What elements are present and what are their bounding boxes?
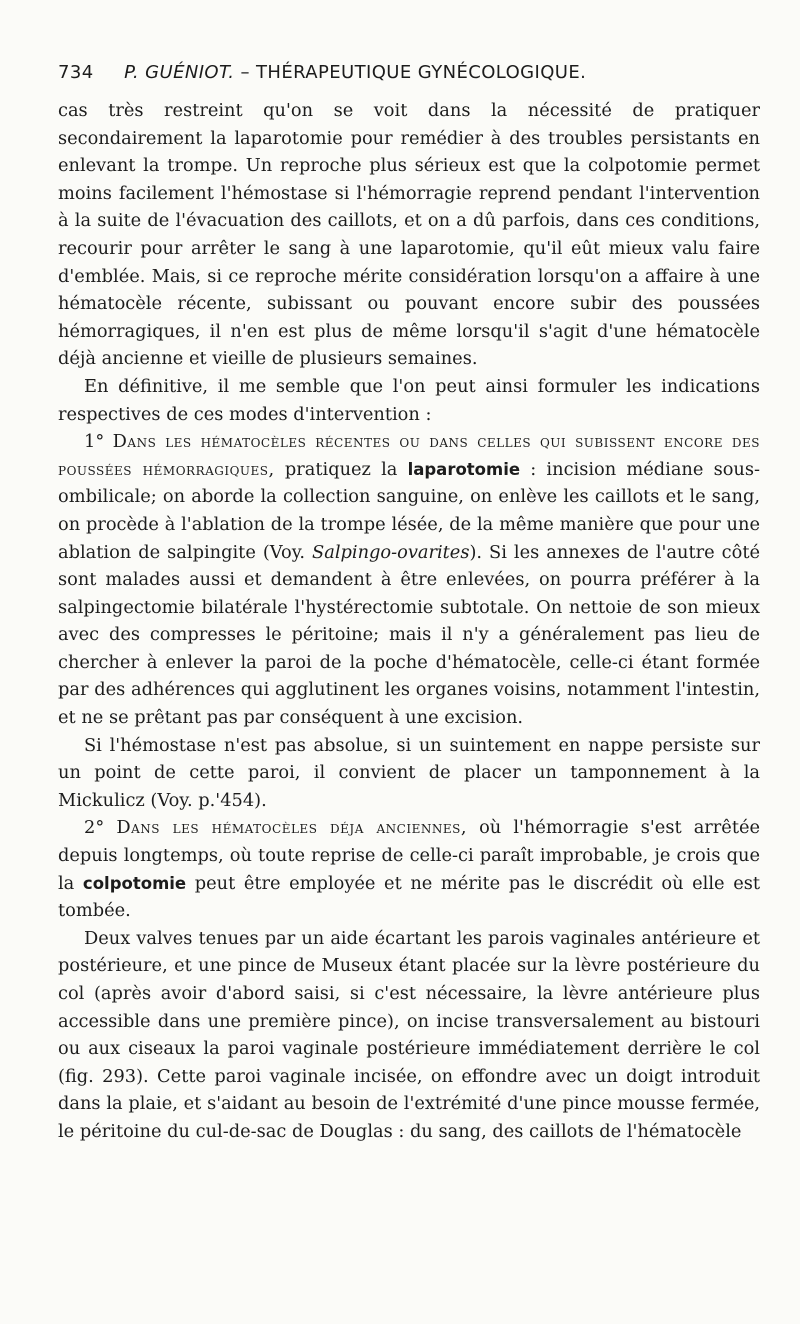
paragraph-text: où l'hémorragie s'est arrêtée depuis longtemps, où toute reprise de celle-ci paraît improbable, je crois que la [58, 817, 761, 894]
paragraph-text: ). Si les annexes de l'autre côté sont malades aussi et demandent à être enlevées, on pourra préférer à la salpingectomie bilatérale l'hystérectomie subtotale. On nettoie de son mieux avec des compresses le péritoine; mais il n'y a généralement pas lieu de chercher à enlever la paroi de la poche d'hématocèle, celle-ci étant formée par des adhérences qui agglutinent les organes voisins, notamment l'intestin, et ne se prêtant pas par conséquent à une excision. [58, 541, 760, 729]
paragraph-text: pratiquez la [274, 458, 408, 480]
item-number: 1° [84, 431, 105, 453]
paragraph-text: : incision médiane sous-ombilicale; on aborde la collection sanguine, on enlève les caillots et le sang, on procède à l'ablation de la trompe lésée, de la même manière que pour une ablation de salpingite (Voy. [58, 458, 760, 563]
section-heading: Dans les hématocèles récentes ou dans celles qui subissent encore des poussées hémorragiques, [58, 431, 760, 480]
bold-term: colpotomie [82, 873, 187, 893]
running-head [58, 62, 758, 83]
paragraph-1: cas très restreint qu'on se voit dans la nécessité de pratiquer secondairement la laparotomie pour remédier à des troubles persistants en enlevant la trompe. Un reproche plus sérieux est que la colpotomie permet moins facilement l'hémostase si l'hémorragie reprend pendant l'intervention à la suite de l'évacuation des caillots, et on a dû parfois, dans ces conditions, recourir pour arrêter le sang à une laparotomie, qu'il eût mieux valu faire d'emblée. Mais, si ce reproche mérite considération lorsqu'on a affaire à une hématocèle récente, subissant ou pouvant encore subir des poussées hémorragiques, il n'en est plus de même lorsqu'il s'agit d'une hématocèle déjà ancienne et vieille de plusieurs semaines. [58, 100, 760, 370]
cross-reference: Salpingo-ovarites [312, 541, 470, 563]
body-text [58, 97, 760, 1146]
author-name: P. GUÉNIOT. [124, 62, 235, 83]
section-heading: Dans les hématocèles déja anciennes, [116, 817, 467, 839]
paragraph-5 [58, 814, 760, 924]
page-number: 734 [58, 62, 94, 83]
book-title: THÉRAPEUTIQUE GYNÉCOLOGIQUE. [256, 62, 587, 83]
paragraph-2: En définitive, il me semble que l'on peut ainsi formuler les indications respectives de ces modes d'intervention : [58, 375, 760, 425]
paragraph-4: Si l'hémostase n'est pas absolue, si un suintement en nappe persiste sur un point de cette paroi, il convient de placer un tamponnement à la Mickulicz (Voy. p.'454). [58, 734, 760, 811]
item-number: 2° [84, 817, 105, 839]
bold-term: laparotomie [407, 459, 521, 479]
paragraph-3 [58, 428, 760, 732]
header-separator: – [240, 62, 250, 83]
paragraph-6: Deux valves tenues par un aide écartant les parois vaginales antérieure et postérieure, et une pince de Museux étant placée sur la lèvre postérieure du col (après avoir d'abord saisi, si c'est nécessaire, la lèvre antérieure plus accessible dans une première pince), on incise transversalement au bistouri ou aux ciseaux la paroi vaginale postérieure immédiatement derrière le col (fig. 293). Cette paroi vaginale incisée, on effondre avec un doigt introduit dans la plaie, et s'aidant au besoin de l'extrémité d'une pince mousse fermée, le péritoine du cul-de-sac de Douglas : du sang, des caillots de l'hématocèle [58, 927, 760, 1142]
paragraph-text: peut être employée et ne mérite pas le discrédit où elle est tombée. [58, 872, 760, 922]
